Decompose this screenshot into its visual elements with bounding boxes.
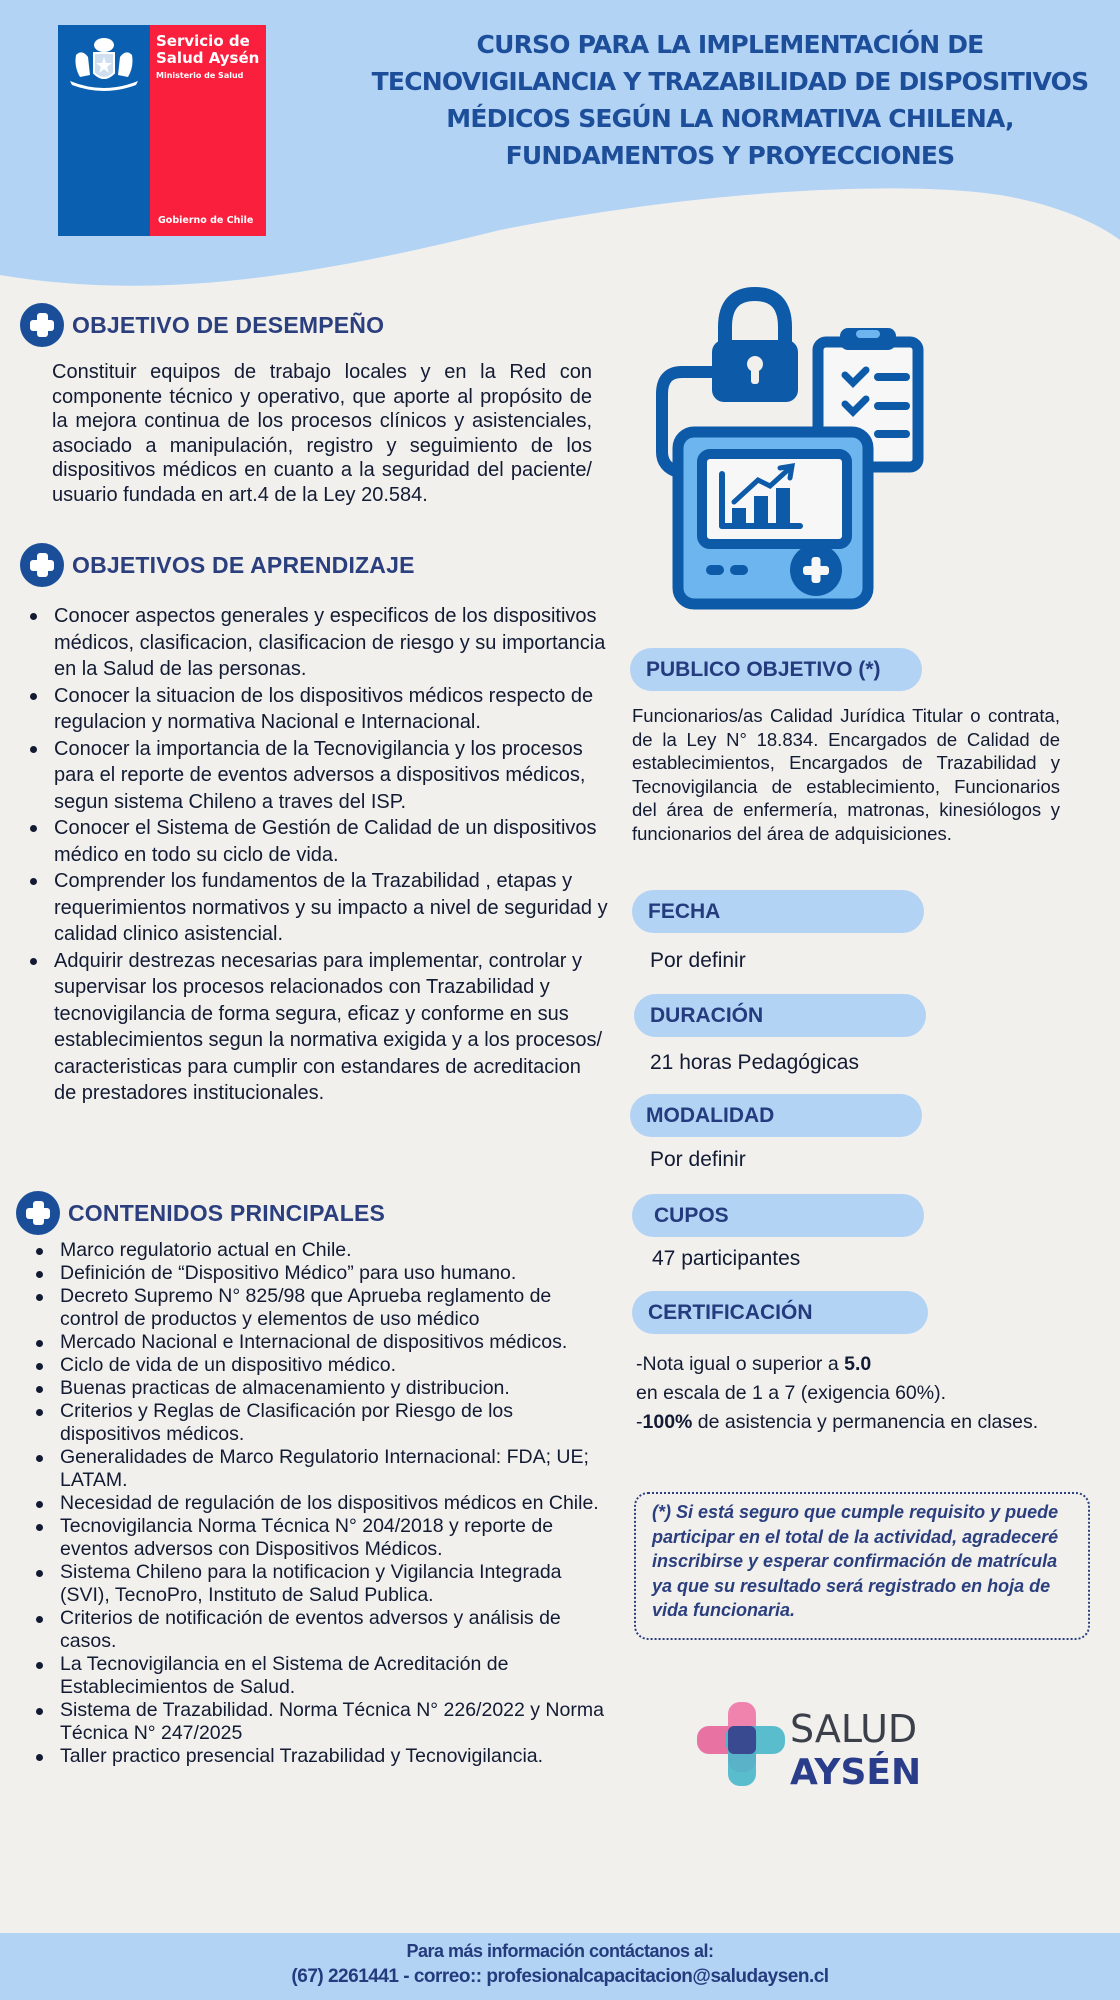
list-item: Definición de “Dispositivo Médico” para uso humano. [34, 1262, 614, 1285]
list-item: Conocer la importancia de la Tecnovigilancia y los procesos para el reporte de eventos adversos a dispositivos médicos, segun sistema Chileno a traves del ISP. [28, 736, 608, 816]
target-audience-label: PUBLICO OBJETIVO (*) [630, 648, 922, 691]
medical-plus-icon [20, 543, 64, 587]
performance-objective-text: Constituir equipos de trabajo locales y en la Red con componente técnico y operativo, que aporte al propósito de la mejora continua de los procesos clínicos y asistenciales, asociado a manipulación, registro y seguimiento de los dispositivos médicos en cuanto a la seguridad del paciente/ usuario fundada en art.4 de la Ley 20.584. [52, 361, 592, 506]
cert-attendance: 100% [642, 1411, 693, 1433]
footer-info-line: Para más información contáctanos al: [406, 1941, 714, 1961]
list-item: Buenas practicas de almacenamiento y distribucion. [34, 1377, 614, 1400]
list-item: Conocer aspectos generales y especificos de los dispositivos médicos, clasificacion, clasificacion de riesgo y su importancia en la Salud de las personas. [28, 603, 608, 683]
list-item: Taller practico presencial Trazabilidad y Tecnovigilancia. [34, 1745, 614, 1768]
list-item: Criterios y Reglas de Clasificación por Riesgo de los dispositivos médicos. [34, 1400, 614, 1446]
salud-logo-line2: AYSÉN [790, 1752, 922, 1788]
certification-label: CERTIFICACIÓN [632, 1291, 928, 1334]
list-item: Decreto Supremo N° 825/98 que Aprueba reglamento de control de productos y elementos de uso médico [34, 1285, 614, 1331]
learning-objectives-header [20, 543, 415, 587]
list-item: Mercado Nacional e Internacional de dispositivos médicos. [34, 1331, 614, 1354]
monitor-device-icon [678, 432, 868, 604]
list-item: La Tecnovigilancia en el Sistema de Acreditación de Establecimientos de Salud. [34, 1653, 614, 1699]
certification-text [636, 1350, 1066, 1437]
date-value: Por definir [650, 949, 746, 972]
modality-label: MODALIDAD [630, 1094, 922, 1137]
list-item: Comprender los fundamentos de la Trazabilidad , etapas y requerimientos normativos y su impacto a nivel de seguridad y calidad clinico asistencial. [28, 868, 608, 948]
list-item: Conocer el Sistema de Gestión de Calidad de un dispositivos médico en todo su ciclo de vida. [28, 815, 608, 868]
main-contents-heading: CONTENIDOS PRINCIPALES [68, 1199, 386, 1226]
list-item: Sistema de Trazabilidad. Norma Técnica N° 226/2022 y Norma Técnica N° 247/2025 [34, 1699, 614, 1745]
footer-contact [0, 1933, 1120, 2000]
logo-ministry: Ministerio de Salud [156, 71, 244, 80]
logo-service-name: Servicio de Salud Aysén [156, 32, 260, 67]
salud-aysen-logo [695, 1698, 945, 1788]
main-contents-list [34, 1239, 614, 1768]
list-item: Tecnovigilancia Norma Técnica N° 204/2018 y reporte de eventos adversos con Dispositivos Médicos. [34, 1515, 614, 1561]
list-item: Conocer la situacion de los dispositivos médicos respecto de regulacion y normativa Nacional e Internacional. [28, 683, 608, 736]
gobierno-chile-logo [58, 25, 266, 236]
medical-plus-icon [20, 303, 64, 347]
footer-contact-line[interactable]: (67) 2261441 - correo:: profesionalcapacitacion@saludaysen.cl [291, 1966, 829, 1987]
seats-label: CUPOS [632, 1194, 924, 1237]
list-item: Necesidad de regulación de los dispositivos médicos en Chile. [34, 1492, 614, 1515]
enrollment-note: (*) Si está seguro que cumple requisito y puede participar en el total de la actividad, agradeceré inscribirse y esperar confirmación de matrícula ya que su resultado será registrado en hoja de vida funcionaria. [634, 1492, 1090, 1640]
learning-objectives-heading: OBJETIVOS DE APRENDIZAJE [72, 551, 415, 578]
cert-line3-prefix: - [636, 1411, 643, 1433]
salud-logo-line1: SALUD [790, 1707, 918, 1751]
course-title: CURSO PARA LA IMPLEMENTACIÓN DE TECNOVIGILANCIA Y TRAZABILIDAD DE DISPOSITIVOS MÉDICOS SEGÚN LA NORMATIVA CHILENA, FUNDAMENTOS Y PROYECCIONES [371, 30, 1089, 170]
medical-plus-icon [16, 1191, 60, 1235]
padlock-icon [712, 294, 798, 402]
chile-coat-of-arms-icon [66, 35, 142, 95]
performance-objective-heading: OBJETIVO DE DESEMPEÑO [72, 311, 385, 338]
seats-value: 47 participantes [652, 1247, 801, 1270]
list-item: Ciclo de vida de un dispositivo médico. [34, 1354, 614, 1377]
date-label: FECHA [632, 890, 924, 933]
list-item: Generalidades de Marco Regulatorio Internacional: FDA; UE; LATAM. [34, 1446, 614, 1492]
modality-value: Por definir [650, 1148, 746, 1171]
duration-value: 21 horas Pedagógicas [650, 1051, 859, 1074]
performance-objective-header [20, 303, 384, 347]
duration-label: DURACIÓN [634, 994, 926, 1037]
list-item: Criterios de notificación de eventos adversos y análisis de casos. [34, 1607, 614, 1653]
cert-line2: en escala de 1 a 7 (exigencia 60%). [636, 1382, 947, 1404]
target-audience-text: Funcionarios/as Calidad Jurídica Titular o contrata, de la Ley N° 18.834. Encargados de Calidad de establecimientos, Encargados de Trazabilidad y Tecnovigilancia de establecimiento, Funcionarios del área de enfermería, matronas, kinesiólogos y funcionarios del área de adquisiciones. [632, 705, 1060, 844]
cert-min-grade: 5.0 [844, 1353, 872, 1375]
main-contents-header [16, 1191, 385, 1235]
learning-objectives-list [28, 603, 608, 1107]
logo-government: Gobierno de Chile [158, 215, 254, 226]
cert-line1-prefix: -Nota igual o superior a [636, 1353, 845, 1375]
colored-cross-icon [697, 1702, 785, 1786]
list-item: Marco regulatorio actual en Chile. [34, 1239, 614, 1262]
list-item: Adquirir destrezas necesarias para implementar, controlar y supervisar los procesos relacionados con Trazabilidad y tecnovigilancia de forma segura, eficaz y conforme en sus establecimientos segun la normativa exigida y a los procesos/ caracteristicas para cumplir con estandares de acreditacion de prestadores institucionales. [28, 948, 608, 1107]
list-item: Sistema Chileno para la notificacion y Vigilancia Integrada (SVI), TecnoPro, Instituto de Salud Publica. [34, 1561, 614, 1607]
cert-line3-suffix: de asistencia y permanencia en clases. [692, 1411, 1039, 1433]
medical-device-security-illustration [650, 282, 930, 612]
